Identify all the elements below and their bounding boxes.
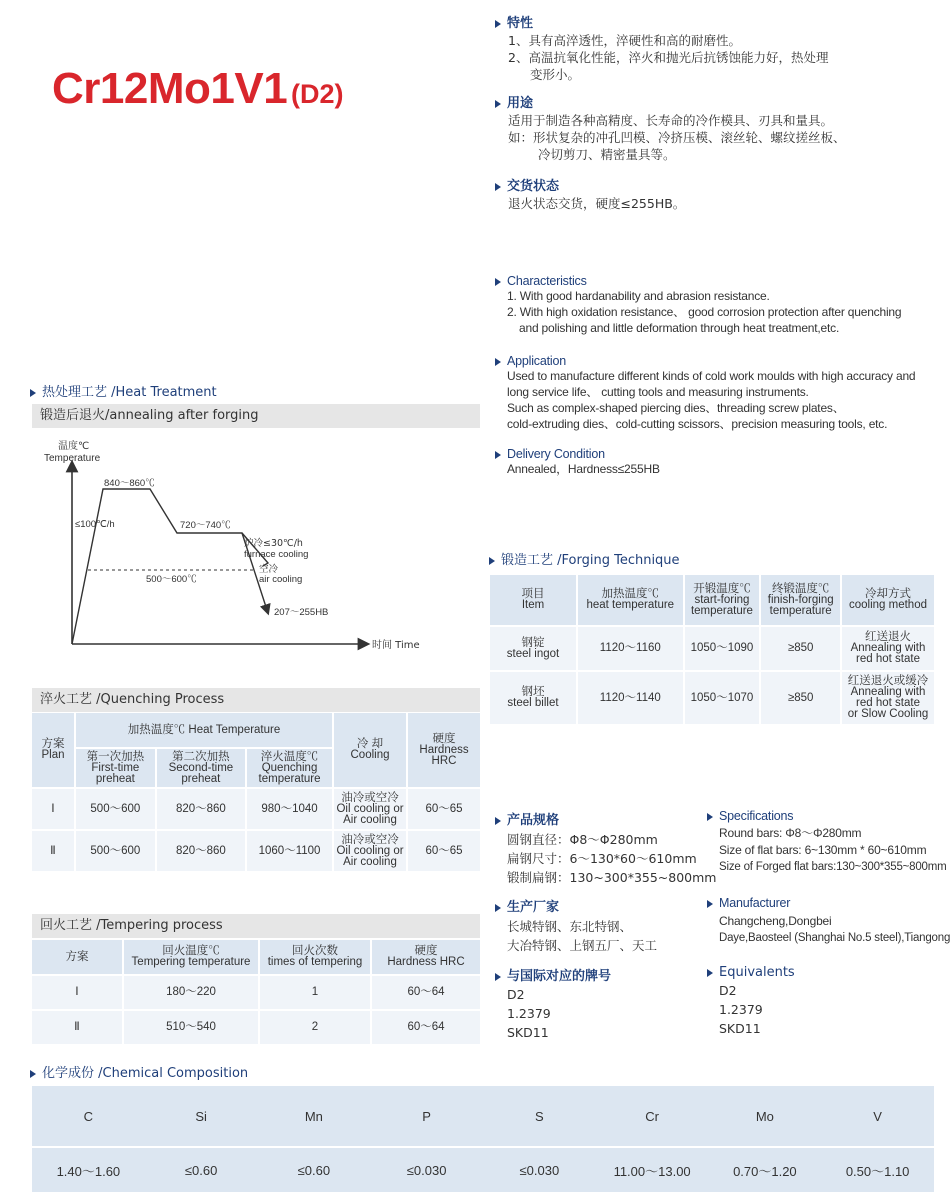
value-cell: 0.50～1.10 (845, 1163, 910, 1179)
bullet-icon (707, 969, 713, 977)
heat-treatment-heading: 热处理工艺 /Heat Treatment (30, 381, 217, 400)
bullet-icon (495, 904, 501, 912)
en-characteristics (495, 274, 901, 336)
temperature-curve (72, 489, 268, 644)
text-line: D2 (719, 983, 737, 998)
first-heat-header: 第一次加热 First-time preheat (76, 749, 155, 787)
text-line: 1、具有高淬透性，淬硬性和高的耐磨性。 (508, 33, 741, 48)
cn-manufacturer: 生产厂家 长城特钢、东北特钢、 大冶特钢、上钢五厂、天工 (495, 896, 657, 955)
heat-header: 加热温度℃ heat temperature (578, 575, 683, 625)
hardness-header: 硬度 Hardness HRC (408, 713, 480, 787)
tempering-temp-header: 回火温度℃ Tempering temperature (124, 940, 258, 974)
tempering-table (30, 938, 482, 1046)
forging-heading: 锻造工艺 /Forging Technique (489, 549, 680, 568)
element-cell: Mn (304, 1108, 323, 1124)
table-row: Ⅰ 500～600 820～860 980～1040 油冷或空冷 Oil cooling or Air cooling 60～65 (32, 789, 480, 829)
en-manufacturer: Manufacturer Changcheng,Dongbei Daye,Baosteel (Shanghai No.5 steel),Tiangong (707, 896, 950, 947)
element-cell: Si (195, 1108, 207, 1124)
tempering-plan-header: 方案 (32, 940, 122, 974)
text-line: D2 (507, 987, 525, 1002)
text-line: 适用于制造各种高精度、长寿命的冷作模具、刃具和量具。 (508, 113, 834, 128)
x-label: 时间 Time (372, 640, 420, 651)
text-line: 锻制扁钢：130~300*355~800mm (507, 870, 717, 885)
bullet-icon (495, 358, 501, 366)
table-row: 钢坯 steel billet 1120～1140 1050～1070 ≥850 红送退火或缓冷 Annealing with red hot state or Slow Cooling (490, 672, 934, 724)
table-row: 钢锭 steel ingot 1120～1160 1050～1090 ≥850 红送退火 Annealing with red hot state (490, 627, 934, 670)
en-characteristics-title: Characteristics (507, 274, 587, 288)
second-heat-header: 第二次加热 Second-time preheat (157, 749, 245, 787)
table-row: Ⅱ 500～600 820～860 1060～1100 油冷或空冷 Oil cooling or Air cooling 60～65 (32, 831, 480, 871)
text-line: Size of flat bars: 6~130mm * 60~610mm (719, 843, 927, 857)
value-cell: ≤0.60 (184, 1162, 218, 1178)
value-cell: 0.70～1.20 (733, 1163, 797, 1179)
text-line: SKD11 (507, 1025, 549, 1040)
element-cell: C (83, 1108, 94, 1124)
cn-specifications: 产品规格 圆钢直径：Φ8～Φ280mm 扁钢尺寸：6～130*60～610mm 锻制扁钢：130~300*355~800mm (495, 809, 717, 887)
bullet-icon (495, 278, 501, 286)
label-heat-rate: ≤100℃/h (75, 519, 115, 530)
value-row (32, 1148, 934, 1192)
bullet-icon (495, 100, 501, 108)
cn-application-title: 用途 (507, 96, 534, 111)
heat-temp-header: 加热温度℃ Heat Temperature (76, 713, 332, 747)
y-label-cn: 温度℃ (58, 441, 90, 452)
text-line: 如：形状复杂的冲孔凹模、冷挤压模、滚丝轮、螺纹搓丝板、 (508, 130, 846, 145)
text-line: and polishing and little deformation through heat treatment,etc. (519, 321, 840, 335)
tempering-hardness-header: 硬度 Hardness HRC (372, 940, 480, 974)
text-line: 2. With high oxidation resistance、 good corrosion protection after quenching (507, 305, 902, 319)
cn-characteristics-title: 特性 (507, 16, 534, 31)
text-line: 长城特钢、东北特钢、 (507, 919, 633, 934)
text-line: cold-extruding dies、cold-cutting scissors、precision measuring tools, etc. (507, 417, 888, 431)
cn-delivery-title: 交货状态 (507, 179, 560, 194)
chemical-table (32, 1086, 934, 1192)
text-line: 退火状态交货，硬度≤255HB。 (508, 196, 686, 211)
bullet-icon (495, 451, 501, 459)
table-row: Ⅰ 180～220 1 60～64 (32, 976, 480, 1009)
product-title (52, 64, 344, 114)
value-cell: ≤0.030 (519, 1162, 560, 1178)
value-cell: ≤0.60 (297, 1162, 331, 1178)
element-cell: V (873, 1108, 882, 1124)
cooling-header: 冷 却 Cooling (334, 713, 406, 787)
text-line: Such as complex-shaped piercing dies、threading screw plates、 (507, 401, 845, 415)
product-grade: Cr12Mo1V1 (52, 64, 288, 113)
text-line: SKD11 (719, 1021, 761, 1036)
y-label-en: Temperature (44, 453, 101, 464)
en-equivalents: Equivalents D2 1.2379 SKD11 (707, 965, 795, 1038)
text-line: 扁钢尺寸：6～130*60～610mm (507, 851, 697, 866)
bullet-icon (489, 557, 495, 565)
en-application-title: Application (507, 354, 566, 368)
text-line: 圆钢直径：Φ8～Φ280mm (507, 832, 658, 847)
en-delivery-title: Delivery Condition (507, 447, 605, 461)
text-line: 1.2379 (507, 1006, 551, 1021)
forging-table (488, 573, 936, 726)
cn-delivery (495, 175, 685, 212)
product-grade-alias: (D2) (291, 79, 344, 109)
tempering-bar: 回火工艺 /Tempering process (32, 914, 480, 938)
text-line: 2、高温抗氧化性能，淬火和抛光后抗锈蚀能力好，热处理 (508, 50, 829, 65)
table-row: Ⅱ 510～540 2 60～64 (32, 1011, 480, 1044)
text-line: Size of Forged flat bars:130~300*355~800mm (719, 861, 947, 873)
finish-header: 终锻温度℃ finish-forging temperature (761, 575, 840, 625)
start-header: 开锻温度℃ start-foring temperature (685, 575, 760, 625)
label-furnace-en: furnace cooling (244, 549, 309, 560)
tempering-times-header: 回火次数 times of tempering (260, 940, 370, 974)
element-cell: Cr (645, 1108, 659, 1124)
element-row (32, 1086, 934, 1146)
bullet-icon (495, 973, 501, 981)
quenching-table (30, 711, 482, 873)
value-cell: ≤0.030 (406, 1162, 447, 1178)
item-header: 项目 Item (490, 575, 576, 625)
cn-equivalents: 与国际对应的牌号 D2 1.2379 SKD11 (495, 965, 611, 1042)
text-line: Round bars: Φ8～Φ280mm (719, 826, 862, 840)
cn-characteristics (495, 12, 828, 83)
value-cell: 11.00～13.00 (613, 1163, 691, 1179)
text-line: Changcheng,Dongbei (719, 914, 832, 928)
plan-header: 方案 Plan (32, 713, 74, 787)
label-air-en: air cooling (259, 574, 303, 585)
en-delivery (495, 447, 660, 477)
text-line: long service life、 cutting tools and measuring instruments. (507, 385, 809, 399)
annealing-bar: 锻造后退火/annealing after forging (32, 404, 480, 428)
text-line: Used to manufacture different kinds of cold work moulds with high accuracy and (507, 369, 916, 383)
en-application (495, 354, 915, 432)
cooling-method-header: 冷却方式 cooling method (842, 575, 934, 625)
label-air-cn: 空冷 (259, 564, 279, 575)
label-furnace-cn: 炉冷≤30℃/h (244, 538, 303, 549)
text-line: 冷切剪刀、精密量具等。 (538, 147, 676, 162)
text-line: Annealed，Hardness≤255HB (507, 462, 660, 476)
quench-temp-header: 淬火温度℃ Quenching temperature (247, 749, 332, 787)
text-line: 变形小。 (530, 67, 581, 82)
element-cell: Mo (755, 1108, 774, 1124)
element-cell: P (422, 1108, 431, 1124)
bullet-icon (30, 1070, 36, 1078)
bullet-icon (707, 813, 713, 821)
bullet-icon (30, 389, 36, 397)
en-specifications: Specifications Round bars: Φ8～Φ280mm Size of flat bars: 6~130mm * 60~610mm Size of Forged flat bars:130~300*355~800mm (707, 809, 947, 876)
label-dashed: 500～600℃ (146, 574, 197, 585)
text-line: 1. With good hardanability and abrasion resistance. (507, 289, 770, 303)
label-hardness: 207～255HB (274, 607, 329, 618)
chemical-heading: 化学成份 /Chemical Composition (30, 1062, 248, 1081)
bullet-icon (495, 817, 501, 825)
label-peak: 840～860℃ (104, 478, 155, 489)
bullet-icon (707, 900, 713, 908)
text-line: 大冶特钢、上钢五厂、天工 (507, 938, 658, 953)
quenching-bar: 淬火工艺 /Quenching Process (32, 688, 480, 712)
cn-application (495, 92, 846, 163)
label-hold2: 720～740℃ (180, 520, 231, 531)
text-line: Daye,Baosteel (Shanghai No.5 steel),Tiangong (719, 932, 950, 944)
element-cell: S (535, 1108, 544, 1124)
text-line: 1.2379 (719, 1002, 763, 1017)
bullet-icon (495, 20, 501, 28)
annealing-chart (30, 432, 480, 662)
bullet-icon (495, 183, 501, 191)
value-cell: 1.40～1.60 (56, 1163, 121, 1179)
